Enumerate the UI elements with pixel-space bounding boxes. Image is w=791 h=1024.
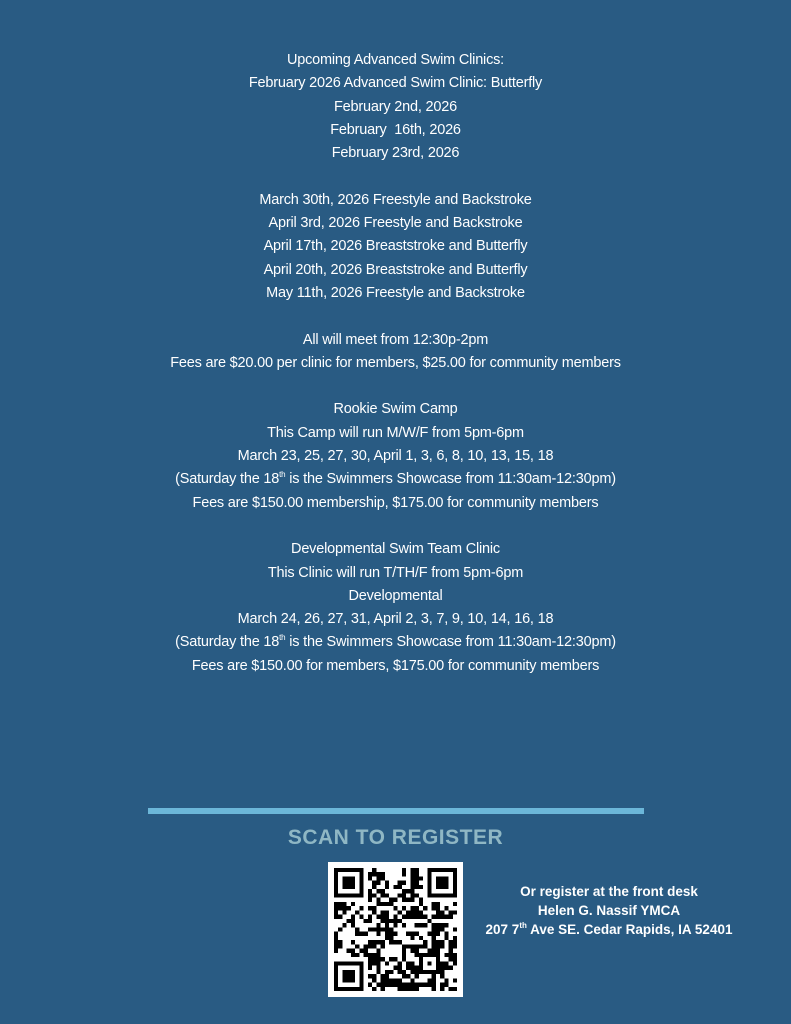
clinics-heading: Upcoming Advanced Swim Clinics: <box>286 52 505 68</box>
qr-code-graphic <box>334 868 457 991</box>
spring-clinic-date: April 17th, 2026 Breaststroke and Butterfly <box>263 238 528 255</box>
dev-clinic-title: Developmental Swim Team Clinic <box>291 541 500 558</box>
scan-to-register-label: SCAN TO REGISTER <box>287 826 504 849</box>
feb-date: February 2nd, 2026 <box>334 98 457 115</box>
ymca-address: 207 7th Ave SE. Cedar Rapids, IA 52401 <box>485 921 733 937</box>
dev-clinic-dates: March 24, 26, 27, 31, April 2, 3, 7, 9, 10, 14, 16, 18 <box>237 611 554 628</box>
dev-clinic-subtitle: Developmental <box>348 587 443 604</box>
schedule-content <box>0 49 791 678</box>
feb-clinic-title: February 2026 Advanced Swim Clinic: Butterfly <box>248 75 543 92</box>
dev-clinic-schedule: This Clinic will run T/TH/F from 5pm-6pm <box>267 564 524 581</box>
rookie-camp-title: Rookie Swim Camp <box>333 401 458 418</box>
rookie-camp-dates: March 23, 25, 27, 30, April 1, 3, 6, 8, 10, 13, 15, 18 <box>237 448 554 465</box>
feb-date: February 23rd, 2026 <box>331 145 460 162</box>
feb-date: February 16th, 2026 <box>330 121 461 138</box>
ymca-location: Helen G. Nassif YMCA <box>537 903 681 918</box>
front-desk-line: Or register at the front desk <box>520 884 698 899</box>
spring-clinic-date: April 20th, 2026 Breaststroke and Butterfly <box>263 261 528 278</box>
rookie-showcase-note: (Saturday the 18th is the Swimmers Showcase from 11:30am-12:30pm) <box>175 470 616 488</box>
dev-showcase-note: (Saturday the 18th is the Swimmers Showcase from 11:30am-12:30pm) <box>175 633 616 651</box>
rookie-camp-schedule: This Camp will run M/W/F from 5pm-6pm <box>267 424 524 441</box>
spring-clinic-date: May 11th, 2026 Freestyle and Backstroke <box>266 284 525 301</box>
qr-code-icon[interactable] <box>328 862 463 997</box>
clinic-fees: Fees are $20.00 per clinic for members, $25.00 for community members <box>170 354 621 371</box>
front-desk-info <box>471 882 747 939</box>
clinic-meet-time: All will meet from 12:30p-2pm <box>302 331 489 348</box>
dev-clinic-fees: Fees are $150.00 for members, $175.00 for community members <box>191 657 600 674</box>
rookie-camp-fees: Fees are $150.00 membership, $175.00 for community members <box>192 494 599 511</box>
section-divider <box>148 808 644 814</box>
spring-clinic-date: March 30th, 2026 Freestyle and Backstroke <box>259 191 532 208</box>
spring-clinic-date: April 3rd, 2026 Freestyle and Backstroke <box>268 215 523 232</box>
